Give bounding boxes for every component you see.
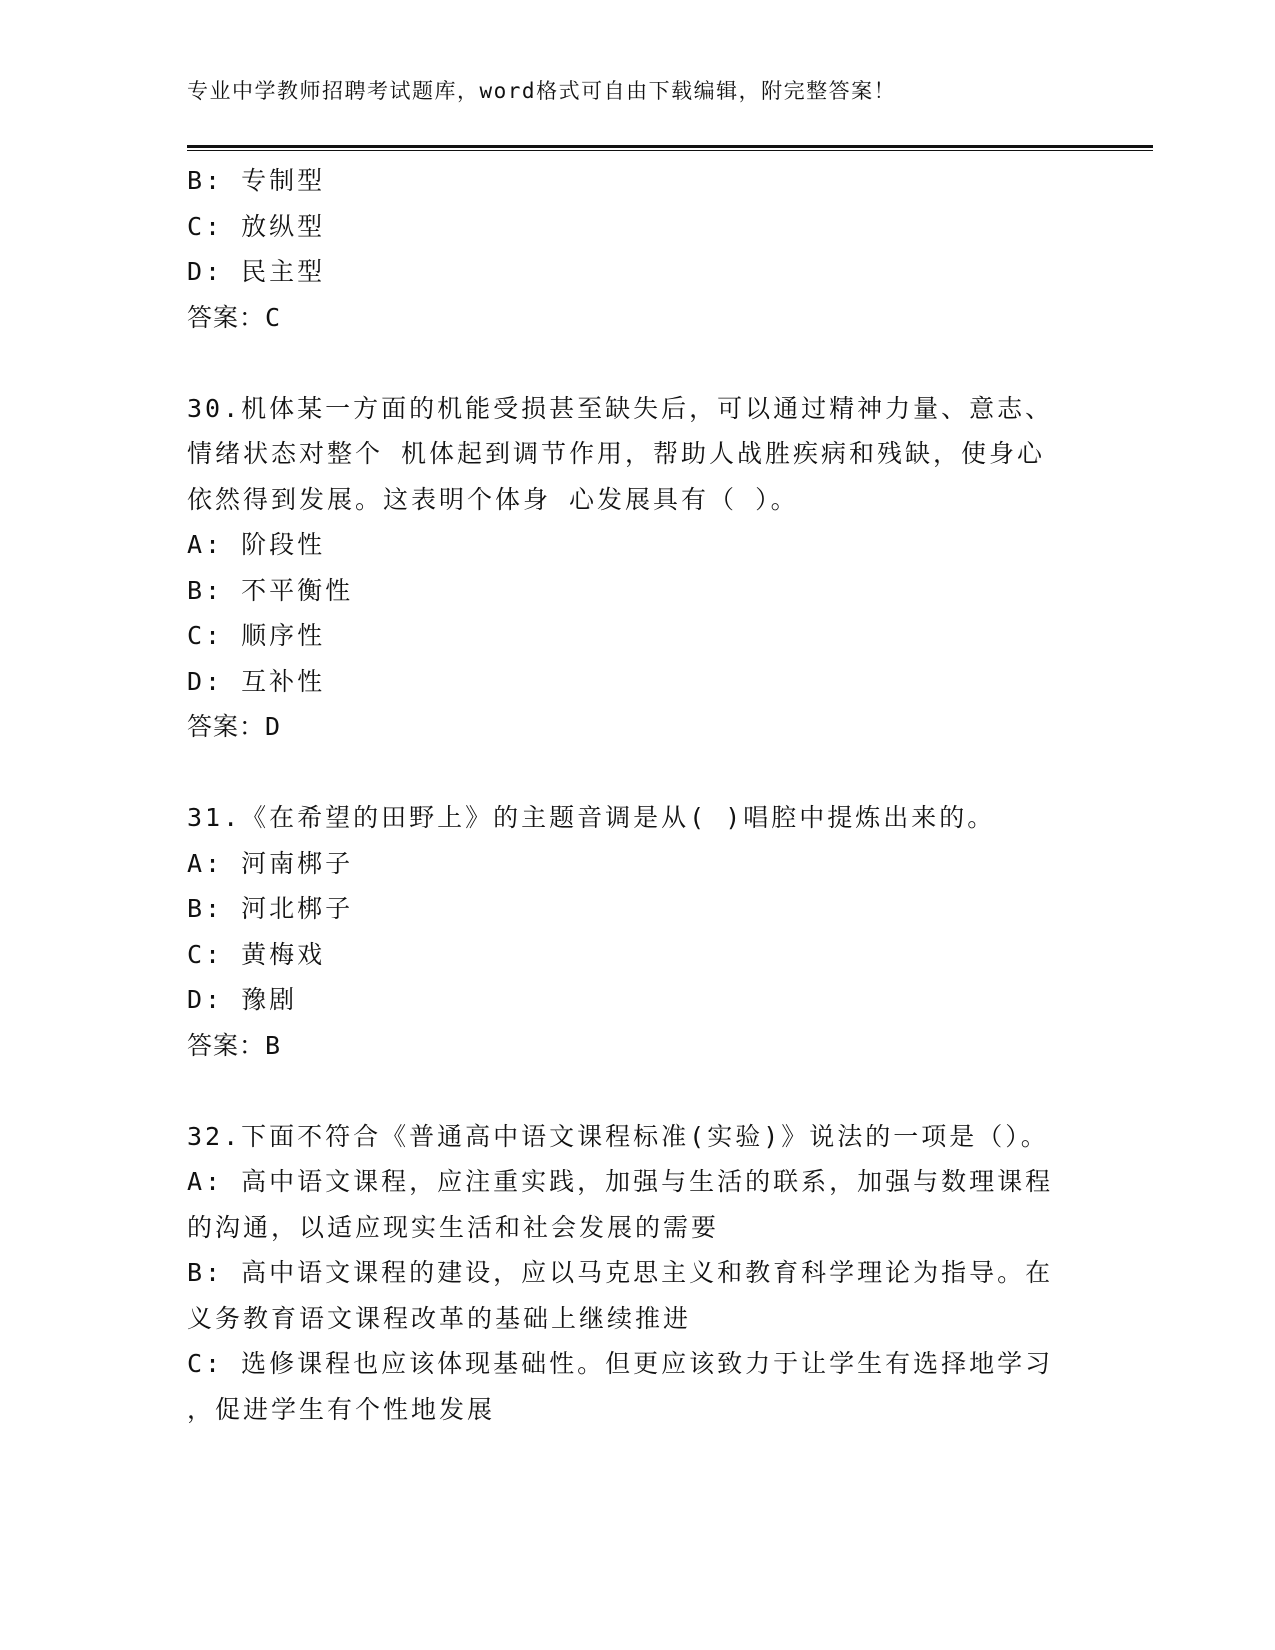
header-rule-thin [187, 150, 1153, 151]
option-b: B: 河北梆子 [187, 894, 354, 923]
option-a: A: 河南梆子 [187, 848, 354, 878]
question-31 [187, 795, 1087, 1068]
question-stem-line: 情绪状态对整个 机体起到调节作用，帮助人战胜疾病和残缺，使身心 [187, 439, 1046, 468]
question-content [187, 158, 1087, 1432]
question-stem-line: 依然得到发展。这表明个体身 心发展具有（ ）。 [187, 484, 799, 514]
option-c: C: 顺序性 [187, 621, 326, 650]
question-30 [187, 386, 1087, 750]
option-c: C: 放纵型 [187, 211, 326, 241]
option-b: B: 高中语文课程的建设，应以马克思主义和教育科学理论为指导。在 [187, 1258, 1054, 1287]
page-header: 专业中学教师招聘考试题库，word格式可自由下载编辑，附完整答案！ [187, 79, 897, 103]
question-stem-line: 31.《在希望的田野上》的主题音调是从( )唱腔中提炼出来的。 [187, 803, 996, 832]
header-rule [187, 145, 1153, 148]
option-b-continued: 义务教育语文课程改革的基础上继续推进 [187, 1303, 692, 1333]
answer-line: 答案：C [187, 302, 282, 332]
option-c: C: 选修课程也应该体现基础性。但更应该致力于让学生有选择地学习 [187, 1349, 1054, 1378]
option-c-continued: ，促进学生有个性地发展 [187, 1394, 496, 1424]
question-29-tail [187, 158, 1087, 340]
option-b: B: 不平衡性 [187, 575, 354, 605]
option-b: B: 专制型 [187, 166, 326, 195]
answer-line: 答案：D [187, 712, 282, 741]
question-stem-line: 32.下面不符合《普通高中语文课程标准(实验)》说法的一项是（）。 [187, 1121, 1049, 1151]
option-a: A: 阶段性 [187, 530, 326, 559]
spacer [187, 340, 1087, 386]
option-d: D: 豫剧 [187, 985, 298, 1014]
option-a: A: 高中语文课程，应注重实践，加强与生活的联系，加强与数理课程 [187, 1167, 1054, 1196]
option-d: D: 民主型 [187, 257, 326, 286]
spacer [187, 750, 1087, 796]
question-stem-line: 30.机体某一方面的机能受损甚至缺失后，可以通过精神力量、意志、 [187, 393, 1054, 423]
answer-line: 答案：B [187, 1030, 282, 1060]
option-d: D: 互补性 [187, 666, 326, 696]
question-32 [187, 1114, 1087, 1433]
spacer [187, 1068, 1087, 1114]
option-a-continued: 的沟通，以适应现实生活和社会发展的需要 [187, 1212, 720, 1242]
option-c: C: 黄梅戏 [187, 939, 326, 969]
